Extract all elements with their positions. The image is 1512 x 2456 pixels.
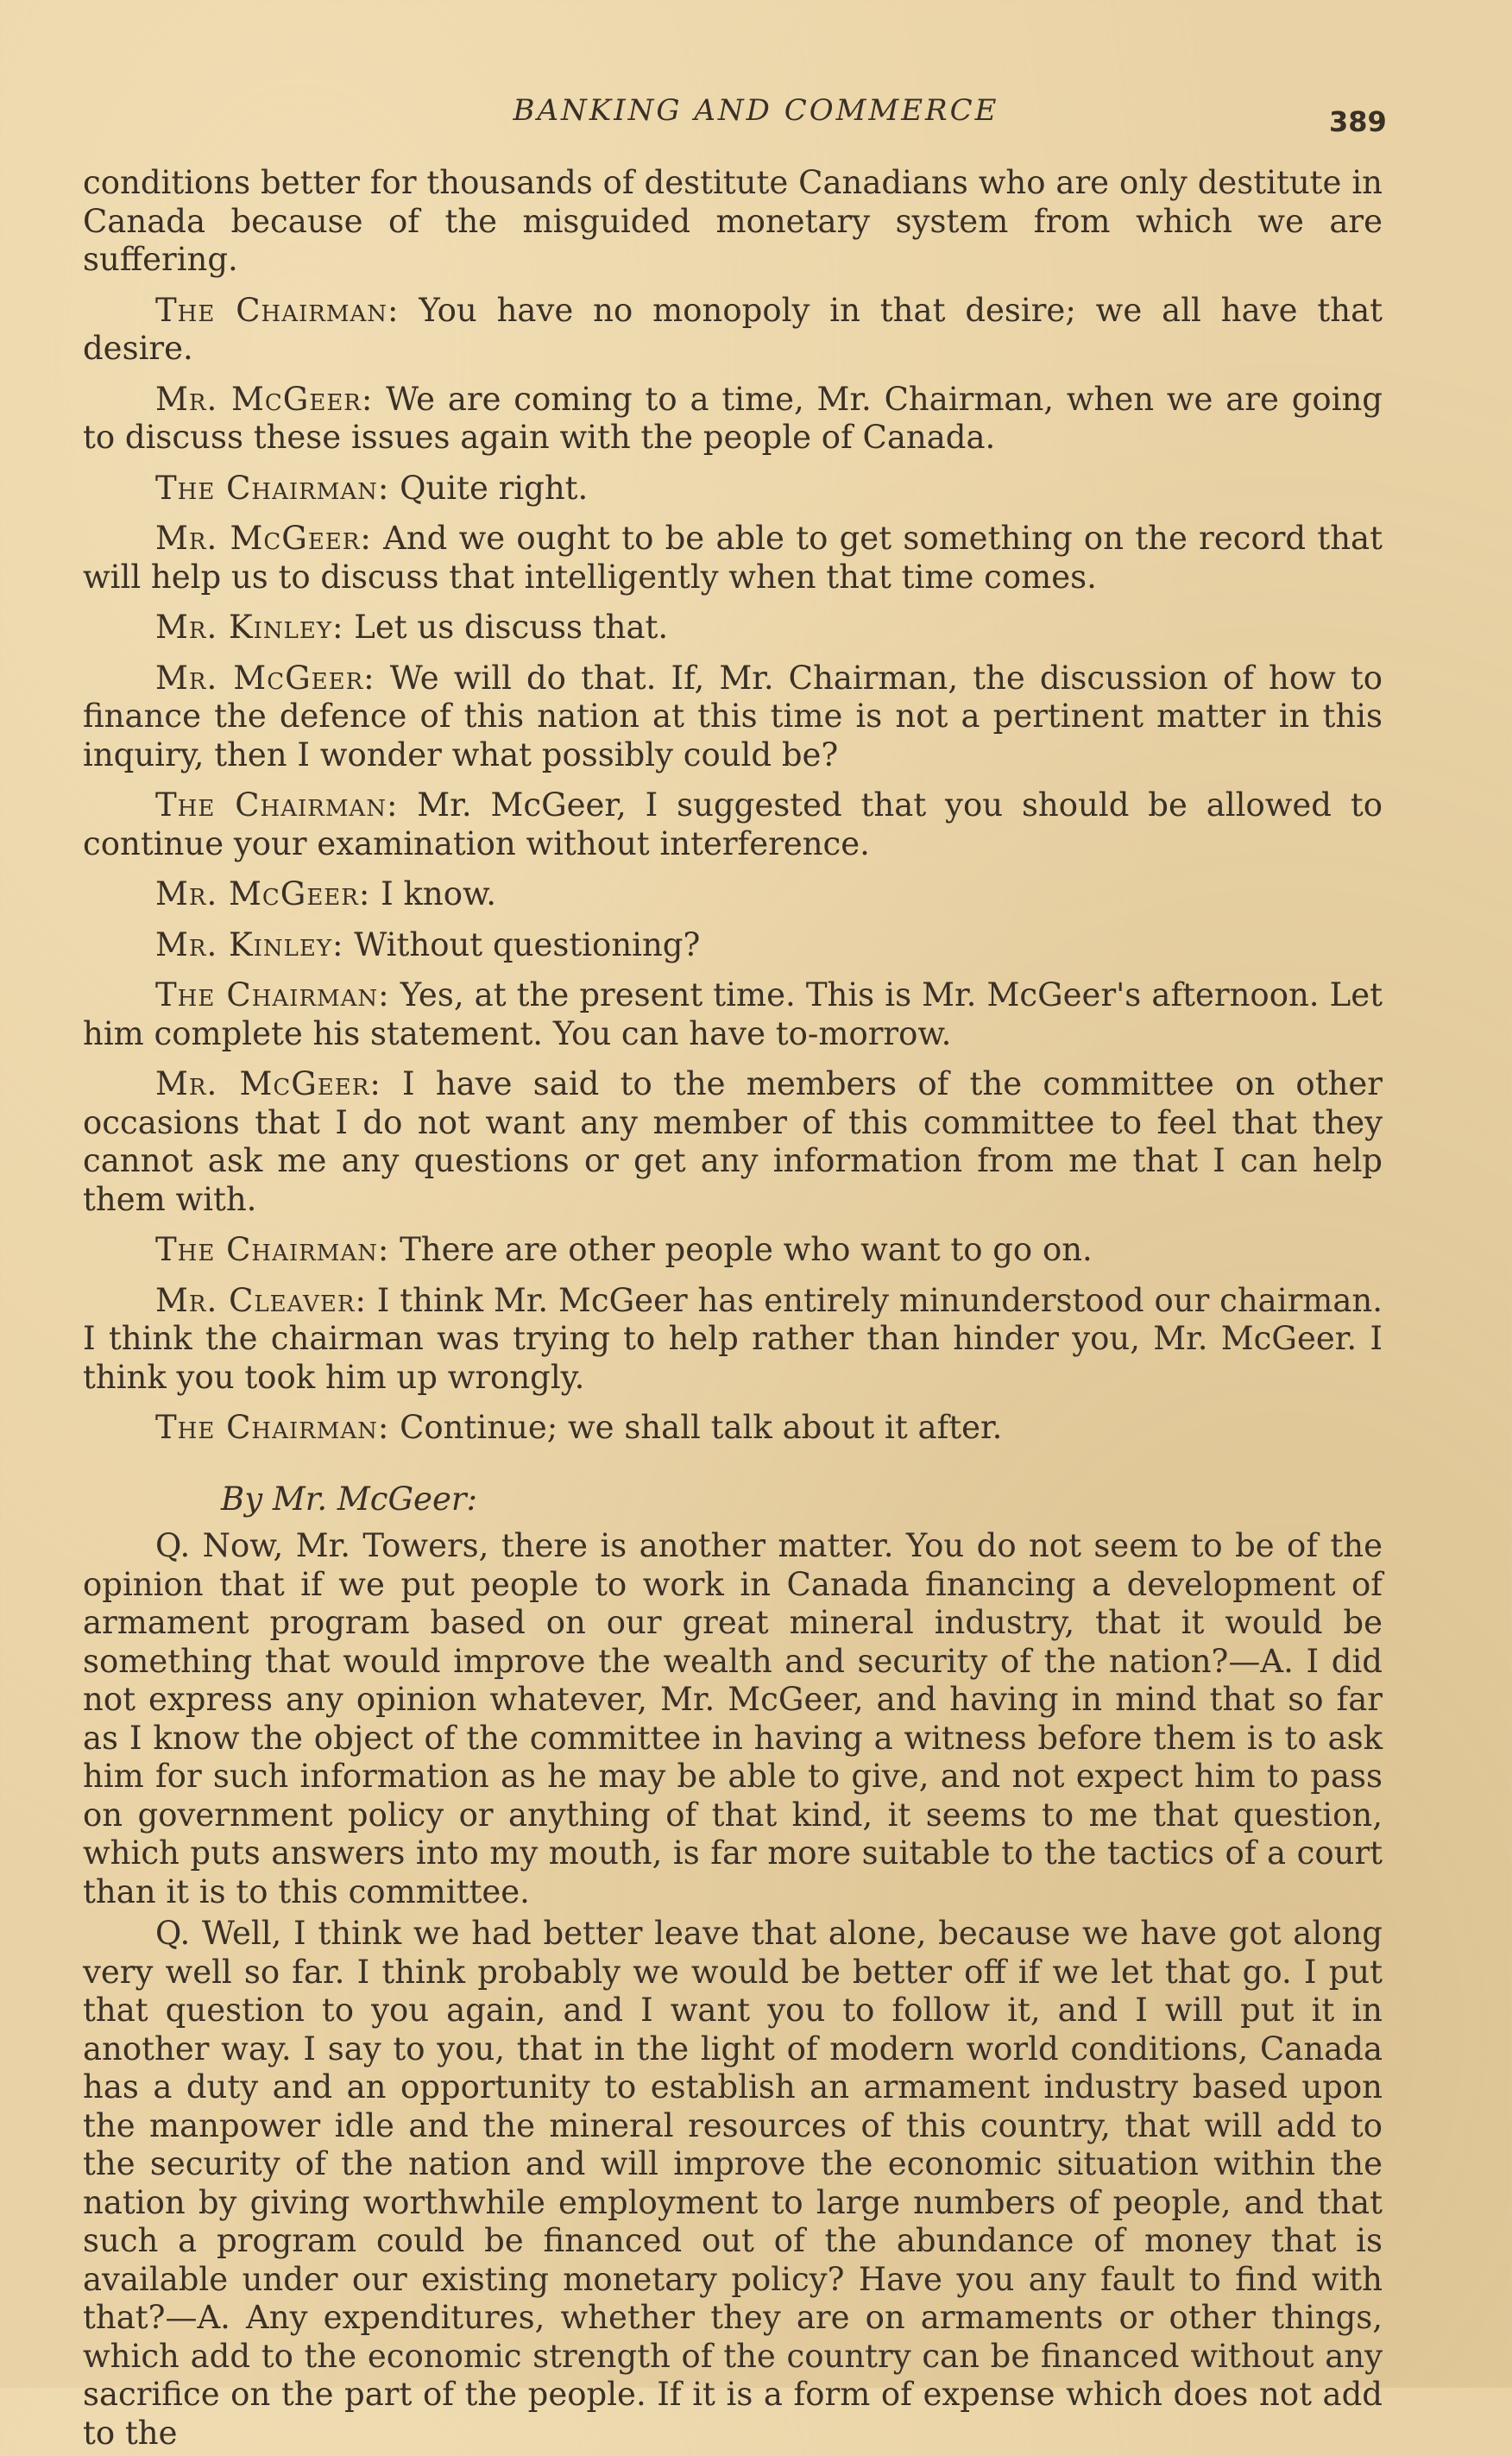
running-title: BANKING AND COMMERCE: [513, 93, 999, 128]
speaker-label: The Chairman:: [155, 1231, 390, 1268]
page-number: 389: [1329, 105, 1387, 138]
speaker-label: Mr. Kinley:: [155, 925, 344, 963]
paragraph-text: You have no monopoly in that desire; we all have that desire.: [83, 291, 1383, 367]
paragraph-text: Mr. McGeer, I suggested that you should be allowed to continue your examination without interference.: [83, 786, 1383, 862]
paragraph-text: I know.: [370, 875, 497, 912]
paragraph: [83, 926, 1383, 965]
paragraph: [83, 786, 1383, 863]
paragraph: [83, 292, 1383, 369]
question-answer: Q. Now, Mr. Towers, there is another matter. You do not seem to be of the opinion that if we put people to work in Canada financing a development of armament program based on our great mineral industry, that it would be something that would improve the wealth and security of the nation?—A. I did not express any opinion whatever, Mr. McGeer, and having in mind that so far as I know the object of the committee in having a witness before them is to ask him for such information as he may be able to give, and not expect him to pass on government policy or anything of that kind, it seems to me that question, which puts answers into my mouth, is far more suitable to the tactics of a court than it is to this committee.: [83, 1527, 1383, 1910]
paragraph-text: Continue; we shall talk about it after.: [389, 1409, 1003, 1446]
body-text: [83, 164, 1383, 2456]
paragraph-text: There are other people who want to go on.: [389, 1231, 1093, 1268]
paragraph: [83, 470, 1383, 508]
paragraph: [83, 520, 1383, 597]
speaker-label: Mr. McGeer:: [155, 875, 371, 912]
speaker-label: The Chairman:: [155, 469, 390, 507]
speaker-label: Mr. McGeer:: [155, 380, 374, 418]
speaker-label: Mr. McGeer:: [155, 1065, 381, 1102]
paragraph: [83, 609, 1383, 647]
paragraph-text: conditions better for thousands of destitute Canadians who are only destitute in Canada because of the misguided monetary system from which we are suffering.: [83, 164, 1383, 278]
paragraph: [83, 1282, 1383, 1398]
speaker-label: The Chairman:: [155, 1409, 390, 1446]
speaker-label: Mr. McGeer:: [155, 659, 375, 697]
question-answer: Q. Well, I think we had better leave that alone, because we have got along very well so far. I think probably we would be better off if we let that go. I put that question to you again, and I want you to follow it, and I will put it in another way. I say to you, that in the light of modern world conditions, Canada has a duty and an opportunity to establish an armament industry based upon the manpower idle and the mineral resources of this country, that will add to the security of the nation and will improve the economic situation within the nation by giving worthwhile employment to large numbers of people, and that such a program could be financed out of the abundance of money that is available under our existing monetary policy? Have you any fault to find with that?—A. Any expenditures, whether they are on armaments or other things, which add to the economic strength of the country can be financed without any sacrifice on the part of the people. If it is a form of expense which does not add to the: [83, 1915, 1383, 2452]
paragraph: [83, 1231, 1383, 1270]
paragraph: [83, 1065, 1383, 1219]
paragraph-text: I think Mr. McGeer has entirely minunderstood our chairman. I think the chairman was trying to help rather than hinder you, Mr. McGeer. I think you took him up wrongly.: [83, 1281, 1383, 1396]
paragraph-text: We are coming to a time, Mr. Chairman, when we are going to discuss these issues again with the people of Canada.: [83, 380, 1383, 456]
speaker-label: The Chairman:: [155, 786, 399, 824]
speaker-label: Mr. Kinley:: [155, 609, 344, 646]
paragraph-text: Without questioning?: [343, 925, 701, 963]
paragraph: [83, 1409, 1383, 1448]
paragraph: [83, 660, 1383, 775]
speaker-label: The Chairman:: [155, 976, 390, 1013]
paragraph: [83, 976, 1383, 1053]
paragraph: [83, 381, 1383, 458]
paragraph-text: Let us discuss that.: [343, 609, 669, 646]
paragraph-text: We will do that. If, Mr. Chairman, the discussion of how to finance the defence of this nation at this time is not a pertinent matter in this inquiry, then I wonder what possibly could be?: [83, 659, 1383, 773]
paragraph-text: Yes, at the present time. This is Mr. McGeer's afternoon. Let him complete his statement. You can have to-morrow.: [83, 976, 1383, 1052]
paragraph: [83, 875, 1383, 914]
paragraph-text: I have said to the members of the committee on other occasions that I do not want any member of this committee to feel that they cannot ask me any questions or get any information from me that I can help them with.: [83, 1065, 1383, 1218]
paragraph: [83, 164, 1383, 280]
paragraph-text: Quite right.: [389, 469, 589, 507]
paragraph-text: And we ought to be able to get something on the record that will help us to discuss that intelligently when that time comes.: [83, 520, 1383, 596]
speaker-label: The Chairman:: [155, 291, 400, 329]
speaker-label: Mr. Cleaver:: [155, 1281, 367, 1319]
examiner-byline: By Mr. McGeer:: [221, 1480, 477, 1518]
speaker-label: Mr. McGeer:: [155, 520, 372, 557]
